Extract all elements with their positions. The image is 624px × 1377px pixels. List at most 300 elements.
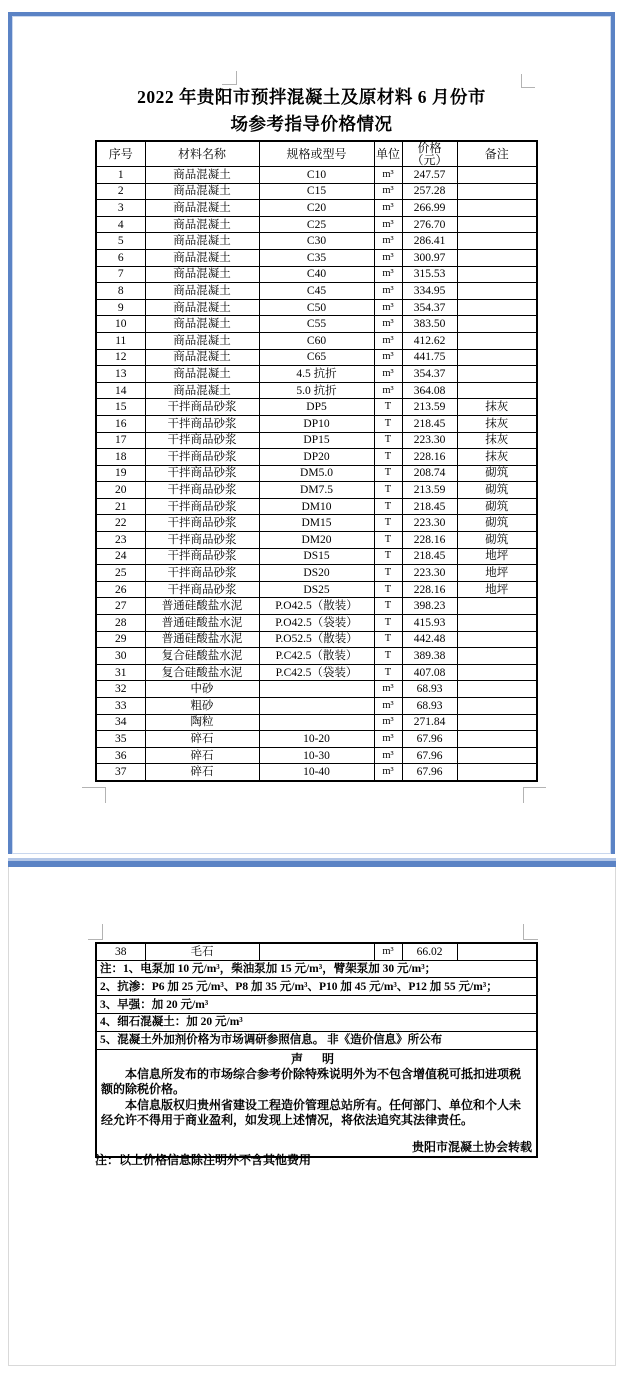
cell-unit: m³: [374, 249, 402, 266]
cell-no: 16: [96, 415, 145, 432]
cell-unit: T: [374, 465, 402, 482]
cell-unit: m³: [374, 382, 402, 399]
cell-no: 35: [96, 731, 145, 748]
cell-unit: T: [374, 615, 402, 632]
cell-remark: [457, 681, 537, 698]
cell-unit: T: [374, 581, 402, 598]
cell-spec: C10: [259, 167, 374, 184]
note-row: [96, 1031, 537, 1049]
statement-heading: 声 明: [290, 1051, 342, 1066]
cell-price: 276.70: [402, 216, 457, 233]
cell-unit: T: [374, 532, 402, 549]
cell-unit: m³: [374, 316, 402, 333]
note-text: 注：1、电泵加 10 元/m³，柴油泵加 15 元/m³，臂架泵加 30 元/m³；: [96, 960, 537, 978]
cell-spec: DP20: [259, 449, 374, 466]
cell-no: 32: [96, 681, 145, 698]
table-row: [96, 631, 537, 648]
cell-remark: [457, 332, 537, 349]
cell-name: 普通硅酸盐水泥: [145, 631, 259, 648]
cell-name: 毛石: [145, 943, 259, 960]
cell-spec: C65: [259, 349, 374, 366]
note-row: [96, 996, 537, 1014]
cell-price: 415.93: [402, 615, 457, 632]
table-row: [96, 515, 537, 532]
table-row: [96, 183, 537, 200]
note-row: [96, 978, 537, 996]
cell-remark: 砌筑: [457, 532, 537, 549]
margin-mark-top-right: [523, 924, 538, 940]
cell-remark: 砌筑: [457, 515, 537, 532]
cell-no: 11: [96, 332, 145, 349]
cell-spec: C55: [259, 316, 374, 333]
cell-price: 213.59: [402, 482, 457, 499]
cell-unit: T: [374, 548, 402, 565]
cell-no: 17: [96, 432, 145, 449]
cell-name: 商品混凝土: [145, 249, 259, 266]
cell-spec: DP10: [259, 415, 374, 432]
cell-unit: m³: [374, 216, 402, 233]
page-2: [8, 867, 616, 1366]
cell-remark: [457, 200, 537, 217]
cell-remark: [457, 349, 537, 366]
cell-no: 21: [96, 498, 145, 515]
cell-price: 315.53: [402, 266, 457, 283]
cell-no: 33: [96, 698, 145, 715]
cell-price: 398.23: [402, 598, 457, 615]
cell-price: 223.30: [402, 515, 457, 532]
cell-price: 383.50: [402, 316, 457, 333]
cell-remark: 地坪: [457, 581, 537, 598]
cell-name: 干拌商品砂浆: [145, 515, 259, 532]
cell-spec: [259, 681, 374, 698]
table-row: [96, 681, 537, 698]
note-text: 4、细石混凝土：加 20 元/m³: [96, 1013, 537, 1031]
statement-paragraph: 本信息所发布的市场综合参考价除特殊说明外为不包含增值税可抵扣进项税额的除税价格。: [101, 1066, 522, 1097]
table-row: [96, 764, 537, 781]
cell-name: 商品混凝土: [145, 200, 259, 217]
table-row: [96, 498, 537, 515]
cell-remark: [457, 615, 537, 632]
cell-unit: T: [374, 631, 402, 648]
column-header: 备注: [457, 141, 537, 167]
table-row: [96, 714, 537, 731]
table-row: [96, 399, 537, 416]
table-row: [96, 648, 537, 665]
note-text: 3、早强：加 20 元/m³: [96, 996, 537, 1014]
cell-name: 干拌商品砂浆: [145, 581, 259, 598]
cell-unit: T: [374, 449, 402, 466]
cell-price: 68.93: [402, 698, 457, 715]
cell-name: 碎石: [145, 764, 259, 781]
cell-no: 30: [96, 648, 145, 665]
cell-remark: [457, 216, 537, 233]
table-row: [96, 233, 537, 250]
cell-spec: [259, 714, 374, 731]
cell-no: 10: [96, 316, 145, 333]
cell-spec: DS15: [259, 548, 374, 565]
cell-no: 23: [96, 532, 145, 549]
cell-name: 粗砂: [145, 698, 259, 715]
cell-unit: m³: [374, 332, 402, 349]
cell-price: 441.75: [402, 349, 457, 366]
cell-unit: T: [374, 482, 402, 499]
cell-price: 67.96: [402, 764, 457, 781]
cell-unit: T: [374, 565, 402, 582]
cell-price: 271.84: [402, 714, 457, 731]
title-line-2: 场参考指导价格情况: [230, 114, 393, 134]
cell-remark: [457, 943, 537, 960]
table-row: [96, 283, 537, 300]
cell-spec: DM20: [259, 532, 374, 549]
cell-remark: 抹灰: [457, 432, 537, 449]
cell-no: 13: [96, 366, 145, 383]
margin-mark-top-left: [88, 924, 103, 940]
cell-price: 223.30: [402, 432, 457, 449]
column-header: 规格或型号: [259, 141, 374, 167]
note-text: 2、抗渗：P6 加 25 元/m³、P8 加 35 元/m³、P10 加 45 元/m³、P12 加 55 元/m³；: [96, 978, 537, 996]
cell-remark: [457, 747, 537, 764]
cell-spec: C25: [259, 216, 374, 233]
page-1: [8, 12, 615, 854]
cell-name: 商品混凝土: [145, 216, 259, 233]
cell-spec: C20: [259, 200, 374, 217]
table-row: [96, 366, 537, 383]
cell-price: 286.41: [402, 233, 457, 250]
table-row: [96, 598, 537, 615]
table-row: [96, 332, 537, 349]
cell-price: 228.16: [402, 532, 457, 549]
cell-name: 商品混凝土: [145, 283, 259, 300]
statement-row: [96, 1049, 537, 1157]
cell-name: 中砂: [145, 681, 259, 698]
cell-unit: T: [374, 598, 402, 615]
cell-remark: [457, 648, 537, 665]
cell-spec: DM7.5: [259, 482, 374, 499]
cell-price: 389.38: [402, 648, 457, 665]
cell-price: 257.28: [402, 183, 457, 200]
cell-unit: m³: [374, 366, 402, 383]
cell-name: 陶粒: [145, 714, 259, 731]
cell-name: 干拌商品砂浆: [145, 498, 259, 515]
cell-remark: [457, 183, 537, 200]
cell-no: 2: [96, 183, 145, 200]
cell-name: 干拌商品砂浆: [145, 482, 259, 499]
cell-name: 干拌商品砂浆: [145, 565, 259, 582]
cell-remark: [457, 316, 537, 333]
cell-price: 67.96: [402, 747, 457, 764]
cell-price: 218.45: [402, 498, 457, 515]
cell-no: 37: [96, 764, 145, 781]
cell-no: 5: [96, 233, 145, 250]
cell-no: 34: [96, 714, 145, 731]
cell-unit: T: [374, 432, 402, 449]
column-header: 序号: [96, 141, 145, 167]
table-header-row: [96, 141, 537, 167]
cell-spec: P.C42.5（袋装）: [259, 664, 374, 681]
cell-remark: [457, 266, 537, 283]
cell-no: 8: [96, 283, 145, 300]
cell-price: 247.57: [402, 167, 457, 184]
cell-unit: m³: [374, 747, 402, 764]
cell-name: 商品混凝土: [145, 266, 259, 283]
cell-name: 干拌商品砂浆: [145, 432, 259, 449]
cell-no: 12: [96, 349, 145, 366]
cell-price: 266.99: [402, 200, 457, 217]
cell-spec: DP5: [259, 399, 374, 416]
table-row: [96, 200, 537, 217]
table-row: [96, 943, 537, 960]
column-header: 单位: [374, 141, 402, 167]
cell-price: 412.62: [402, 332, 457, 349]
cell-remark: [457, 664, 537, 681]
cell-name: 商品混凝土: [145, 299, 259, 316]
cell-spec: C45: [259, 283, 374, 300]
table-row: [96, 216, 537, 233]
cell-remark: 砌筑: [457, 498, 537, 515]
table-row: [96, 747, 537, 764]
cell-price: 228.16: [402, 449, 457, 466]
cell-name: 干拌商品砂浆: [145, 548, 259, 565]
cell-price: 354.37: [402, 366, 457, 383]
cell-spec: 5.0 抗折: [259, 382, 374, 399]
cell-no: 20: [96, 482, 145, 499]
cell-no: 7: [96, 266, 145, 283]
cell-price: 218.45: [402, 415, 457, 432]
margin-mark-bottom-right: [523, 787, 546, 803]
cell-name: 复合硅酸盐水泥: [145, 664, 259, 681]
cell-remark: [457, 731, 537, 748]
cell-price: 354.37: [402, 299, 457, 316]
cell-unit: m³: [374, 698, 402, 715]
statement-signature: 贵阳市混凝土协会转载: [411, 1139, 532, 1154]
cell-name: 复合硅酸盐水泥: [145, 648, 259, 665]
cell-price: 228.16: [402, 581, 457, 598]
cell-price: 300.97: [402, 249, 457, 266]
title-line-1: 2022 年贵阳市预拌混凝土及原材料 6 月份市: [137, 87, 486, 107]
cell-remark: [457, 249, 537, 266]
cell-remark: [457, 698, 537, 715]
cell-no: 1: [96, 167, 145, 184]
cell-unit: m³: [374, 714, 402, 731]
cell-no: 6: [96, 249, 145, 266]
cell-name: 干拌商品砂浆: [145, 449, 259, 466]
cell-name: 商品混凝土: [145, 316, 259, 333]
cell-unit: m³: [374, 943, 402, 960]
cell-name: 碎石: [145, 731, 259, 748]
cell-unit: T: [374, 664, 402, 681]
cell-unit: m³: [374, 764, 402, 781]
cell-remark: [457, 366, 537, 383]
cell-unit: m³: [374, 283, 402, 300]
cell-price: 364.08: [402, 382, 457, 399]
cell-unit: m³: [374, 731, 402, 748]
cell-spec: [259, 943, 374, 960]
margin-mark-bottom-left: [82, 787, 106, 803]
price-table: [95, 140, 538, 782]
cell-price: 442.48: [402, 631, 457, 648]
cell-spec: C35: [259, 249, 374, 266]
cell-name: 普通硅酸盐水泥: [145, 615, 259, 632]
cell-remark: [457, 299, 537, 316]
statement-paragraph: 本信息版权归贵州省建设工程造价管理总站所有。任何部门、单位和个人未经允许不得用于商业盈利，如发现上述情况，将依法追究其法律责任。: [101, 1097, 522, 1128]
cell-name: 普通硅酸盐水泥: [145, 598, 259, 615]
cell-no: 28: [96, 615, 145, 632]
table-row: [96, 432, 537, 449]
cell-remark: 抹灰: [457, 415, 537, 432]
cell-name: 商品混凝土: [145, 332, 259, 349]
cell-name: 商品混凝土: [145, 183, 259, 200]
cell-no: 14: [96, 382, 145, 399]
table-row: [96, 532, 537, 549]
cell-remark: [457, 233, 537, 250]
cell-spec: 10-30: [259, 747, 374, 764]
cell-unit: T: [374, 648, 402, 665]
note-row: [96, 1013, 537, 1031]
cell-unit: T: [374, 515, 402, 532]
table-row: [96, 167, 537, 184]
cell-no: 26: [96, 581, 145, 598]
cell-no: 4: [96, 216, 145, 233]
cell-spec: DP15: [259, 432, 374, 449]
table-row: [96, 449, 537, 466]
cell-name: 干拌商品砂浆: [145, 399, 259, 416]
cell-name: 干拌商品砂浆: [145, 465, 259, 482]
table-row: [96, 664, 537, 681]
cell-spec: DM5.0: [259, 465, 374, 482]
cell-spec: DS25: [259, 581, 374, 598]
cell-price: 218.45: [402, 548, 457, 565]
table-row: [96, 482, 537, 499]
table-row: [96, 615, 537, 632]
table-row: [96, 249, 537, 266]
cell-no: 18: [96, 449, 145, 466]
cell-unit: m³: [374, 200, 402, 217]
cell-name: 碎石: [145, 747, 259, 764]
cell-unit: m³: [374, 349, 402, 366]
table-row: [96, 316, 537, 333]
table-row: [96, 382, 537, 399]
cell-price: 334.95: [402, 283, 457, 300]
page-separator: [8, 858, 616, 867]
cell-spec: P.C42.5（散装）: [259, 648, 374, 665]
cell-spec: 10-40: [259, 764, 374, 781]
cell-remark: [457, 382, 537, 399]
cell-spec: DM10: [259, 498, 374, 515]
cell-no: 15: [96, 399, 145, 416]
cell-no: 22: [96, 515, 145, 532]
cell-unit: m³: [374, 183, 402, 200]
cell-unit: T: [374, 399, 402, 416]
table-row: [96, 465, 537, 482]
cell-unit: m³: [374, 266, 402, 283]
cell-no: 3: [96, 200, 145, 217]
column-header: 价格（元）: [402, 141, 457, 167]
cell-no: 29: [96, 631, 145, 648]
cell-no: 31: [96, 664, 145, 681]
cell-spec: [259, 698, 374, 715]
cell-no: 27: [96, 598, 145, 615]
cell-remark: 地坪: [457, 565, 537, 582]
table-row: [96, 548, 537, 565]
cell-spec: DM15: [259, 515, 374, 532]
cell-name: 商品混凝土: [145, 167, 259, 184]
cell-spec: C40: [259, 266, 374, 283]
cell-price: 66.02: [402, 943, 457, 960]
cell-unit: m³: [374, 681, 402, 698]
table-row: [96, 731, 537, 748]
footer-note: 注：以上价格信息除注明外不含其他费用: [95, 1153, 312, 1167]
cell-spec: C15: [259, 183, 374, 200]
cell-spec: P.O42.5（散装）: [259, 598, 374, 615]
cell-spec: P.O52.5（散装）: [259, 631, 374, 648]
cell-name: 商品混凝土: [145, 382, 259, 399]
statement-cell: [96, 1049, 537, 1157]
cell-no: 9: [96, 299, 145, 316]
note-row: [96, 960, 537, 978]
cell-remark: [457, 598, 537, 615]
cell-price: 68.93: [402, 681, 457, 698]
cell-remark: 砌筑: [457, 465, 537, 482]
cell-remark: [457, 764, 537, 781]
note-text: 5、混凝土外加剂价格为市场调研参照信息。 非《造价信息》所公布: [96, 1031, 537, 1049]
cell-remark: 抹灰: [457, 399, 537, 416]
cell-unit: T: [374, 498, 402, 515]
column-header: 材料名称: [145, 141, 259, 167]
cell-unit: m³: [374, 167, 402, 184]
cell-remark: [457, 631, 537, 648]
cell-spec: P.O42.5（袋装）: [259, 615, 374, 632]
table-row: [96, 565, 537, 582]
table-row: [96, 299, 537, 316]
cell-name: 干拌商品砂浆: [145, 532, 259, 549]
cell-spec: 10-20: [259, 731, 374, 748]
cell-no: 19: [96, 465, 145, 482]
cell-unit: T: [374, 415, 402, 432]
table-row: [96, 698, 537, 715]
cell-spec: 4.5 抗折: [259, 366, 374, 383]
cell-remark: [457, 167, 537, 184]
cell-remark: 砌筑: [457, 482, 537, 499]
cell-name: 商品混凝土: [145, 349, 259, 366]
cell-unit: m³: [374, 299, 402, 316]
cell-spec: DS20: [259, 565, 374, 582]
cell-name: 商品混凝土: [145, 233, 259, 250]
cell-price: 208.74: [402, 465, 457, 482]
cell-spec: C30: [259, 233, 374, 250]
table-row: [96, 581, 537, 598]
cell-name: 干拌商品砂浆: [145, 415, 259, 432]
cell-price: 407.08: [402, 664, 457, 681]
cell-remark: 抹灰: [457, 449, 537, 466]
cell-spec: C60: [259, 332, 374, 349]
cell-no: 25: [96, 565, 145, 582]
cell-price: 213.59: [402, 399, 457, 416]
price-table-continued: [95, 942, 538, 1158]
cell-unit: m³: [374, 233, 402, 250]
cell-no: 36: [96, 747, 145, 764]
margin-mark-top-left: [222, 71, 237, 85]
cell-spec: C50: [259, 299, 374, 316]
cell-no: 38: [96, 943, 145, 960]
cell-name: 商品混凝土: [145, 366, 259, 383]
cell-price: 223.30: [402, 565, 457, 582]
table-row: [96, 349, 537, 366]
cell-remark: [457, 283, 537, 300]
cell-remark: [457, 714, 537, 731]
table-row: [96, 415, 537, 432]
cell-remark: 地坪: [457, 548, 537, 565]
page-title: [12, 84, 611, 138]
